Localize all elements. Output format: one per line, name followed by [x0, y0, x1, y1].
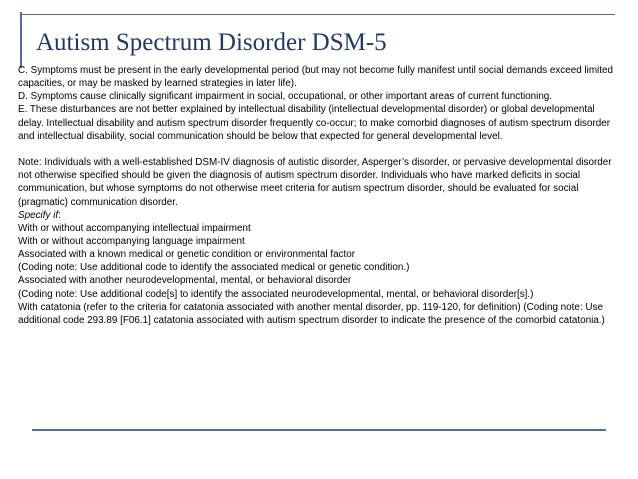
top-rule [20, 14, 615, 15]
specifier-item: With catatonia (refer to the criteria for catatonia associated with another mental disorder, pp. 119-120, for definition) (Coding note: Use additional code 293.89 [F06.1] catatonia associated with autism spectrum disorder to indicate the presence of the comorbid catatonia.) [18, 301, 605, 326]
specifier-item: With or without accompanying language impairment [18, 236, 245, 248]
note-paragraph: Note: Individuals with a well-established DSM-IV diagnosis of autistic disorder, Asperger’s disorder, or pervasive developmental disorder not otherwise specified should be given the diagnosis of autism spectrum disorder. Individuals who have marked deficits in social communication, but whose symptoms do not otherwise meet criteria for autism spectrum disorder, should be evaluated for social (pragmatic) communication disorder. [18, 157, 612, 208]
specify-line [18, 209, 621, 222]
paragraph-gap [18, 143, 621, 156]
specifier-item: (Coding note: Use additional code to identify the associated medical or genetic condition.) [18, 262, 410, 274]
bottom-rule [32, 429, 606, 431]
title-accent-vertical-line [20, 12, 22, 68]
specify-if: if [50, 209, 59, 221]
criterion-d: D. Symptoms cause clinically significant impairment in social, occupational, or other important areas of current functioning. [18, 91, 553, 103]
specifier-item: Associated with another neurodevelopmental, mental, or behavioral disorder [18, 275, 352, 287]
specifier-item: With or without accompanying intellectual impairment [18, 222, 251, 234]
criterion-e: E. These disturbances are not better explained by intellectual disability (intellectual developmental disorder) or global developmental delay. Intellectual disability and autism spectrum disorder frequently co-occur; to make comorbid diagnoses of autism spectrum disorder and intellectual disability, social communication should be below that expected for general developmental level. [18, 104, 611, 142]
specifier-item: (Coding note: Use additional code[s] to identify the associated neurodevelopmental, mental, or behavioral disorder[s].) [18, 288, 534, 300]
specifier-item: Associated with a known medical or genetic condition or environmental factor [18, 249, 356, 261]
slide-body [18, 64, 621, 327]
specify-colon: : [58, 209, 61, 221]
slide-title: Autism Spectrum Disorder DSM-5 [36, 29, 387, 56]
criterion-c: C. Symptoms must be present in the early developmental period (but may not become fully manifest until social demands exceed limited capacities, or may be masked by learned strategies in later life). [18, 65, 613, 90]
specify-word: Specify [18, 209, 51, 221]
